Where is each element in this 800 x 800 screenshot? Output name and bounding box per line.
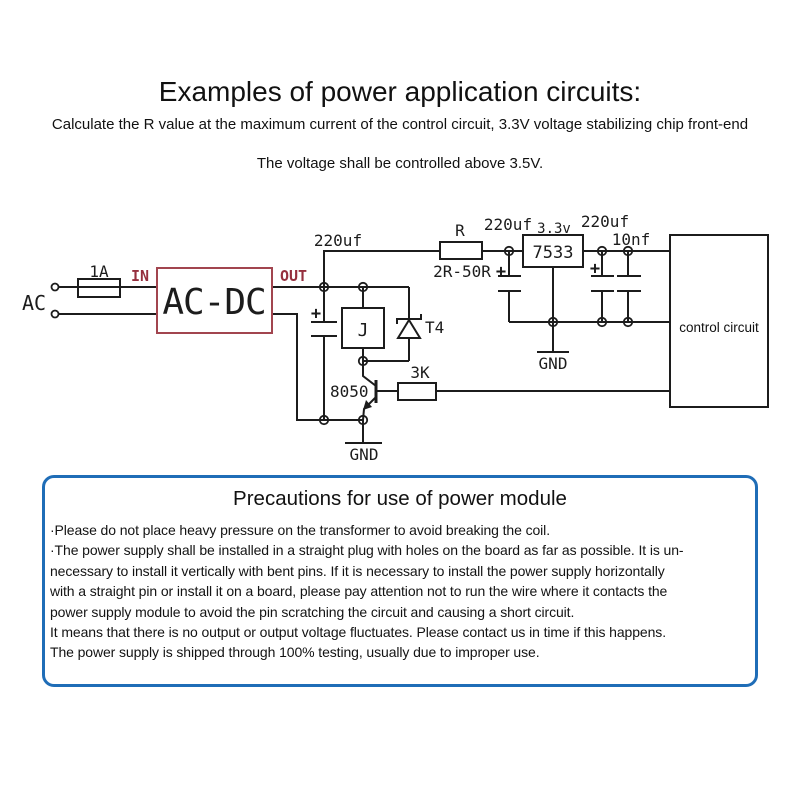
precautions-panel: [42, 475, 758, 687]
zener-diode-triangle: [398, 320, 420, 338]
ac-dc-module-label: AC-DC: [162, 282, 266, 323]
resistor-name-label: R: [455, 221, 465, 240]
precaution-line: power supply module to avoid the pin scratching the circuit and causing a short circuit.: [50, 603, 575, 620]
ac-source-label: AC: [22, 291, 47, 315]
gnd-left-label: GND: [349, 445, 379, 464]
precaution-line: It means that there is no output or output voltage fluctuates. Please contact us in time if this happens.: [50, 624, 666, 641]
cap-post-label: 220uf: [580, 212, 630, 231]
precaution-line: ·Please do not place heavy pressure on the transformer to avoid breaking the coil.: [50, 522, 550, 538]
cap-post-polarity: +: [589, 259, 601, 279]
precaution-line: necessary to install it vertically with bent pins. If it is necessary to install the power supply horizontally: [50, 562, 665, 579]
ac-terminal-top: [52, 284, 59, 291]
base-resistor-3k-symbol: [398, 383, 436, 400]
relay-label: J: [357, 320, 369, 341]
regulator-label: 7533: [532, 243, 574, 263]
top-rail-wire: [324, 251, 440, 287]
cap-pre-label: 220uf: [483, 215, 533, 234]
precaution-line: The power supply is shipped through 100% testing, usually due to improper use.: [50, 644, 540, 661]
subtitle-line-1: Calculate the R value at the maximum current of the control circuit, 3.3V voltage stabilizing chip front-end: [51, 116, 749, 133]
cap-pre-polarity: +: [495, 262, 507, 282]
cap-out-label: 220uf: [313, 231, 363, 250]
out-pin-label: OUT: [280, 267, 308, 285]
precautions-title: Precautions for use of power module: [233, 487, 567, 510]
cap-small-label: 10nf: [611, 230, 651, 249]
transistor-label: 8050: [330, 382, 369, 401]
resistor-value-label: 2R-50R: [433, 262, 491, 281]
gnd-right-label: GND: [538, 354, 568, 373]
control-circuit-label: control circuit: [679, 320, 759, 335]
fuse-label: 1A: [89, 262, 109, 281]
subtitle-line-2: The voltage shall be controlled above 3.5V.: [256, 155, 544, 172]
precaution-line: with a straight pin or install it on a board, please pay attention not to run the wire where it contacts the: [50, 583, 668, 600]
resistor-r-symbol: [440, 242, 482, 259]
in-pin-label: IN: [131, 267, 150, 285]
regulator-voltage-label: 3.3v: [537, 221, 571, 237]
diode-label: T4: [425, 318, 445, 337]
precautions-body: [45, 520, 755, 663]
page-title: Examples of power application circuits:: [158, 76, 642, 107]
cap-out-polarity: +: [310, 304, 322, 324]
ac-terminal-bottom: [52, 311, 59, 318]
precaution-line: ·The power supply shall be installed in a straight plug with holes on the board as far as possible. It is un-: [50, 542, 684, 559]
base-resistor-label: 3K: [410, 363, 430, 382]
